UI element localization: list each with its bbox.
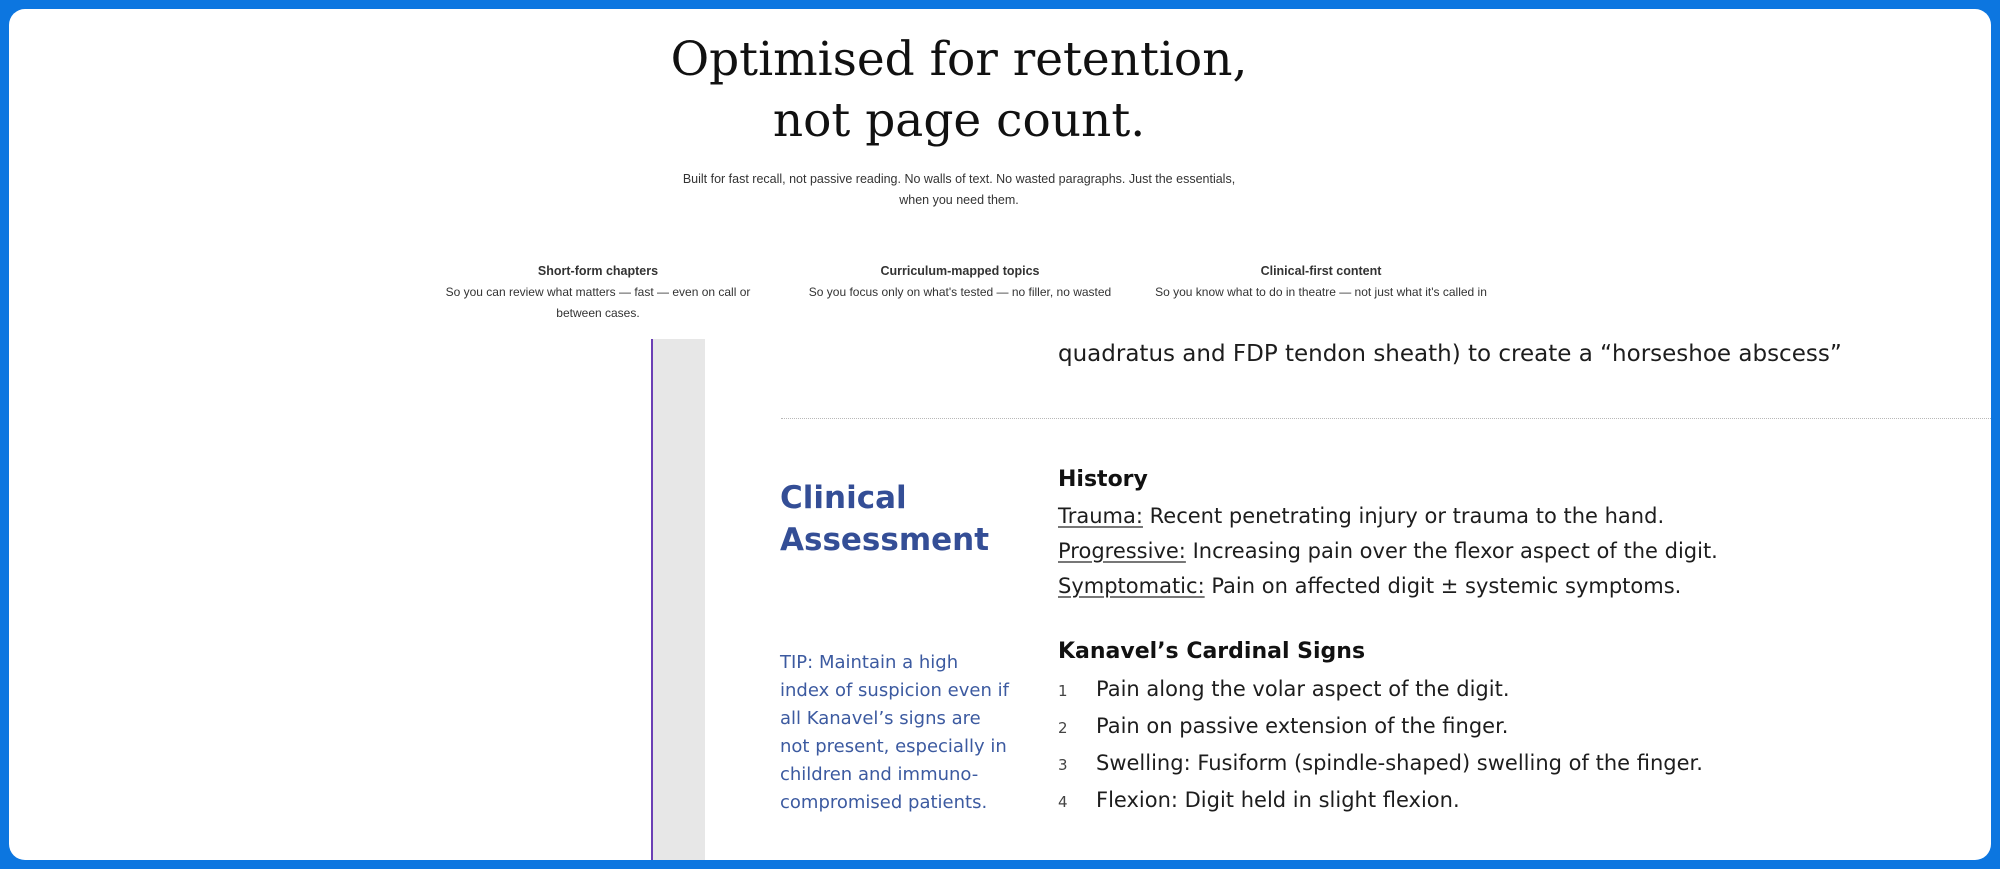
feature-title: Curriculum-mapped topics [880,264,1040,278]
hero-title [9,29,1909,151]
list-item [1058,569,1718,604]
list-item [1058,746,1703,783]
page-frame [9,9,1991,860]
tip-note: TIP: Maintain a high index of suspicion even if all Kanavel’s signs are not present, especially in children and immuno-compromised patients. [780,652,1009,813]
signs-heading: Kanavel’s Cardinal Signs [1058,639,1366,664]
feature-title: Clinical-first content [1260,264,1382,278]
list-item [1058,499,1718,534]
list-item [1058,709,1703,746]
history-heading: History [1058,467,1148,492]
history-text: Recent penetrating injury or trauma to the hand. [1142,504,1665,528]
sign-text: Pain along the volar aspect of the digit. [1096,677,1510,701]
section-title [780,477,989,561]
history-text: Increasing pain over the flexor aspect of the digit. [1185,539,1718,563]
list-item [1058,534,1718,569]
hero-subtitle: Built for fast recall, not passive reading. No walls of text. No wasted paragraphs. Just the essentials, when you need them. [682,172,1236,207]
section-title-line-1: Clinical [780,480,907,516]
list-item [1058,783,1703,820]
feature-short-form [429,261,767,324]
feature-clinical-first [1141,261,1501,303]
sign-number: 2 [1058,719,1068,737]
hero-title-line-1: Optimised for retention, [670,32,1248,87]
sign-number: 4 [1058,793,1068,811]
history-text: Pain on affected digit ± systemic symptoms. [1204,574,1682,598]
feature-curriculum [790,261,1130,303]
sign-text: Flexion: Digit held in slight flexion. [1096,788,1460,812]
sign-text: Pain on passive extension of the finger. [1096,714,1509,738]
feature-title: Short-form chapters [537,264,659,278]
sign-number: 1 [1058,682,1068,700]
sign-number: 3 [1058,756,1068,774]
section-title-line-2: Assessment [780,522,990,558]
list-item [1058,672,1703,709]
sign-text: Swelling: Fusiform (spindle-shaped) swelling of the finger. [1096,751,1703,775]
feature-description: So you can review what matters — fast — even on call or between cases. [445,285,751,320]
feature-description: So you know what to do in theatre — not just what it's called in [1155,285,1487,299]
feature-description: So you focus only on what's tested — no filler, no wasted [808,285,1112,299]
document-previous-line: quadratus and FDP tendon sheath) to create a “horseshoe abscess” [1058,341,1842,367]
hero-title-line-2: not page count. [772,93,1146,148]
signs-list [1058,672,1703,820]
history-term: Progressive: [1058,539,1186,563]
history-list [1058,499,1718,604]
document-margin-strip [651,339,705,860]
history-term: Trauma: [1058,504,1143,528]
history-term: Symptomatic: [1058,574,1205,598]
section-divider [781,418,1991,419]
